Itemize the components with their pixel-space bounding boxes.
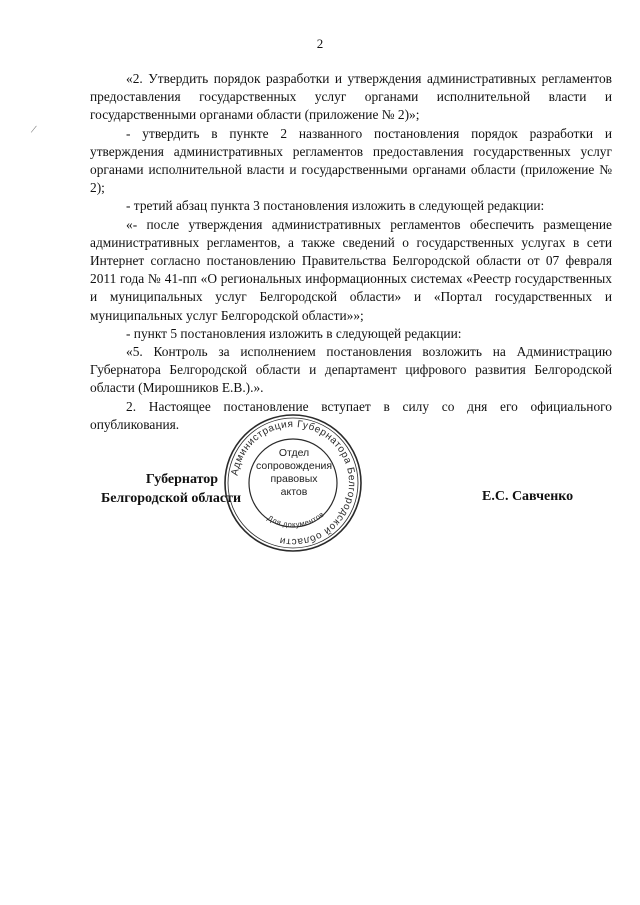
signatory-name: Е.С. Савченко — [482, 489, 574, 504]
paragraph: - утвердить в пункте 2 названного постановления порядок разработки и утверждения административных регламентов предоставления государственных услуг органами исполнительной власти и государственными органами области (приложение № 2); — [90, 125, 612, 196]
paragraph: - пункт 5 постановления изложить в следующей редакции: — [126, 325, 462, 341]
paragraph: - третий абзац пункта 3 постановления изложить в следующей редакции: — [126, 198, 545, 214]
stamp-line: Отдел — [278, 447, 310, 459]
stamp-bottom-text: Для документов — [265, 509, 326, 530]
page-number: 2 — [316, 36, 324, 51]
stamp-outer-text: Администрация Губернатора Белгородской области — [229, 418, 358, 548]
svg-text:Для документов — [266, 510, 326, 529]
paragraph: «- после утверждения административных регламентов обеспечить размещение административных регламентов, а также сведений о государственных услугах в сети Интернет согласно постановлению Правительства Белгородской области от 07 февраля 2011 года № 41-пп «О региональных информационных системах «Реестр государственных и муниципальных услуг Белгородской области» и «Портал государственных и муниципальных услуг Белгородской области»»; — [90, 216, 612, 323]
paragraph: «2. Утвердить порядок разработки и утверждения административных регламентов предоставления государственных услуг органами исполнительной власти и государственными органами области (приложение № 2)»; — [90, 71, 612, 123]
paragraph: «5. Контроль за исполнением постановления возложить на Администрацию Губернатора Белгородской области и департамент цифрового развития Белгородской области (Мирошников Е.В.).». — [90, 344, 612, 396]
paragraph: 2. Настоящее постановление вступает в силу со дня его официального опубликования. — [90, 398, 612, 432]
stamp-line: сопровождения — [256, 460, 333, 472]
stamp-line: правовых — [270, 473, 318, 485]
margin-mark: / — [29, 121, 38, 137]
stamp-inner-text — [256, 447, 332, 499]
stamp-line: актов — [280, 486, 308, 498]
signatory-region: Белгородской области — [100, 491, 242, 506]
signatory-title: Губернатор — [145, 472, 219, 487]
